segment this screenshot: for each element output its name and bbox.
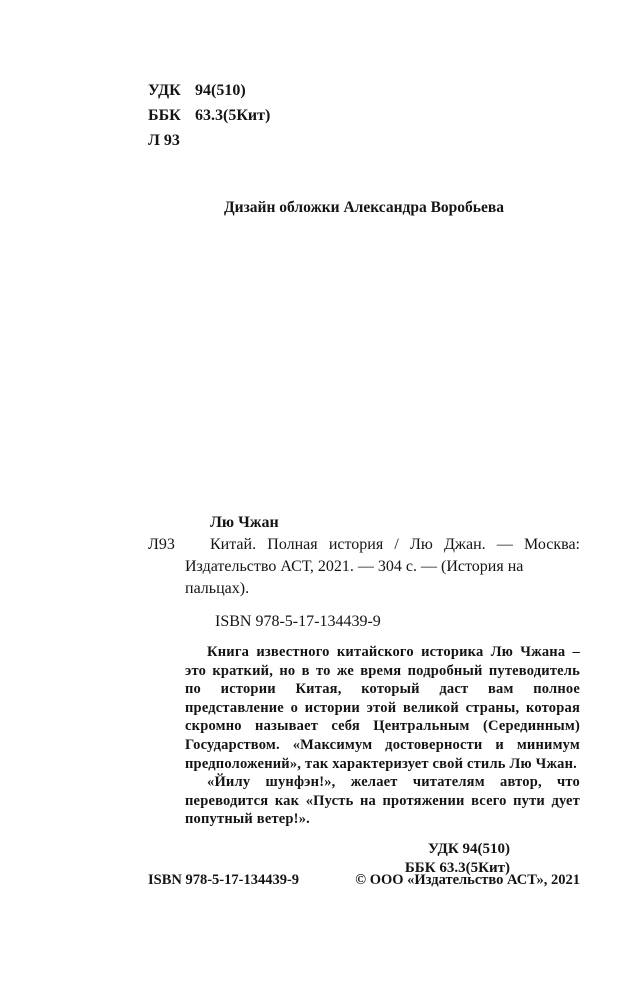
udk-value: 94(510) <box>195 82 246 99</box>
udk-label: УДК <box>148 82 181 99</box>
bibliographic-entry <box>148 534 580 600</box>
imprint-footer <box>148 872 580 889</box>
annotation-paragraph-2: «Йилу шунфэн!», желает читателям автор, что переводится как «Пусть на протяжении всего пути дует попутный ветер!». <box>185 774 580 828</box>
bbk-right-value: 63.3(5Кит) <box>439 859 510 876</box>
cover-design-credit: Дизайн обложки Александра Воробьева <box>223 199 504 216</box>
bbk-value: 63.3(5Кит) <box>195 107 271 124</box>
bbk-label: ББК <box>148 107 181 124</box>
author-name: Лю Чжан <box>210 514 279 531</box>
udk-right-value: 94(510) <box>462 840 510 857</box>
bib-line-1: Китай. Полная история / Лю Джан. — Москва: <box>210 536 580 553</box>
isbn-catalog: ISBN 978-5-17-134439-9 <box>215 613 381 630</box>
isbn-footer: ISBN 978-5-17-134439-9 <box>148 872 300 888</box>
entry-code: Л93 <box>148 536 175 553</box>
annotation-paragraph-1: Книга известного китайского историка Лю Чжана – это краткий, но в то же время подробный путеводитель по истории Китая, который даст вам полное представление о истории этой великой страны, которая скромно называет себя Центральным (Серединным) Государством. «Максимум достоверности и минимум предположений», так характеризует свой стиль Лю Чжан. <box>185 644 580 772</box>
bbk-line <box>148 103 270 128</box>
author-sign-line: Л 93 <box>148 132 180 149</box>
catalog-card <box>148 512 580 878</box>
udk-line <box>148 78 270 103</box>
bib-line-2: Издательство АСТ, 2021. — 304 с. — (История на пальцах). <box>185 558 524 597</box>
udk-right-label: УДК <box>428 840 459 857</box>
bbk-right-label: ББК <box>404 859 436 876</box>
copyright-notice: © ООО «Издательство АСТ», 2021 <box>355 872 580 888</box>
udk-right-line <box>148 840 510 859</box>
classification-block <box>148 78 270 153</box>
